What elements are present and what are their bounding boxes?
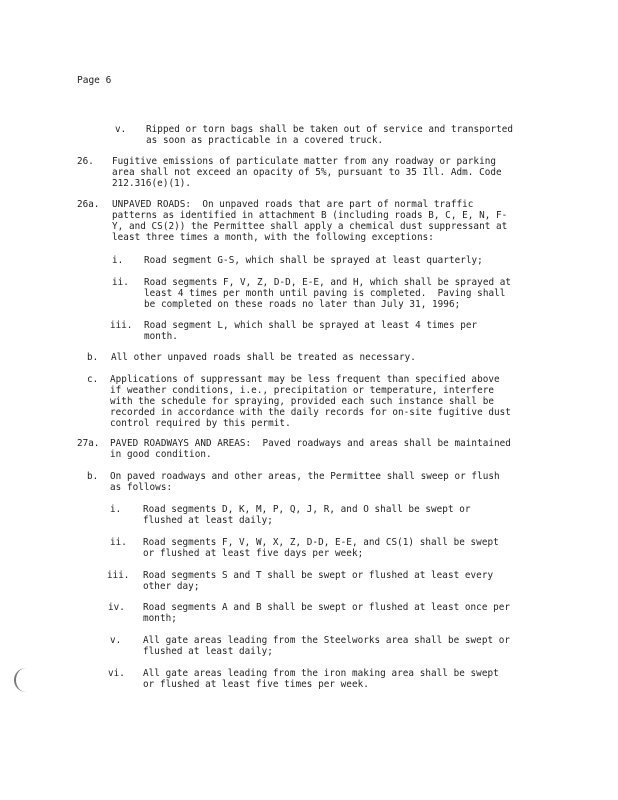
item-number: ii. xyxy=(110,537,127,548)
item-text-line: Y, and CS(2)) the Permittee shall apply a chemical dust suppressant at xyxy=(112,221,508,232)
item-number: 26a. xyxy=(77,199,100,210)
item-text-line: Road segments F, V, Z, D-D, E-E, and H, which shall be sprayed at xyxy=(144,277,512,288)
item-text-line: if weather conditions, i.e., precipitation or temperature, interfere xyxy=(110,385,495,396)
item-text-line: month. xyxy=(144,331,178,342)
scan-edge-mark xyxy=(14,668,30,692)
item-number: i. xyxy=(110,504,122,515)
item-number: v. xyxy=(110,635,122,646)
item-text-line: other day; xyxy=(143,581,200,592)
item-text-line: PAVED ROADWAYS AND AREAS: Paved roadways and areas shall be maintained xyxy=(110,438,511,449)
item-text-line: Road segments S and T shall be swept or flushed at least every xyxy=(143,570,494,581)
item-number: iii. xyxy=(107,570,130,581)
item-number: iv. xyxy=(108,602,125,613)
item-text-line: as follows: xyxy=(110,482,173,493)
item-text-line: least 4 times per month until paving is completed. Paving shall xyxy=(144,288,506,299)
item-text-line: or flushed at least five days per week; xyxy=(143,548,364,559)
item-text-line: Ripped or torn bags shall be taken out of service and transported xyxy=(146,124,514,135)
item-text-line: On paved roadways and other areas, the Permittee shall sweep or flush xyxy=(110,471,500,482)
item-number: b. xyxy=(87,471,99,482)
item-text-line: Road segment G-S, which shall be sprayed at least quarterly; xyxy=(144,255,483,266)
item-text-line: flushed at least daily; xyxy=(143,646,273,657)
item-text-line: Fugitive emissions of particulate matter from any roadway or parking xyxy=(112,156,497,167)
item-number: i. xyxy=(112,255,124,266)
item-text-line: UNPAVED ROADS: On unpaved roads that are part of normal traffic xyxy=(112,199,474,210)
item-text-line: Applications of suppressant may be less frequent than specified above xyxy=(110,374,500,385)
item-text-line: with the schedule for spraying, provided each such instance shall be xyxy=(110,396,495,407)
page-number: Page 6 xyxy=(77,75,112,86)
item-text-line: month; xyxy=(143,613,177,624)
item-number: iii. xyxy=(110,320,133,331)
item-text-line: All gate areas leading from the iron making area shall be swept xyxy=(143,668,499,679)
item-text-line: as soon as practicable in a covered truck. xyxy=(146,135,384,146)
item-number: 27a. xyxy=(77,438,100,449)
item-text-line: Road segments A and B shall be swept or flushed at least once per xyxy=(143,602,511,613)
item-number: ii. xyxy=(112,277,129,288)
item-text-line: All other unpaved roads shall be treated as necessary. xyxy=(111,352,416,363)
item-number: c. xyxy=(87,374,99,385)
item-number: v. xyxy=(115,124,127,135)
item-text-line: Road segments D, K, M, P, Q, J, R, and O shall be swept or xyxy=(143,504,471,515)
item-text-line: or flushed at least five times per week. xyxy=(143,679,369,690)
item-text-line: Road segments F, V, W, X, Z, D-D, E-E, and CS(1) shall be swept xyxy=(143,537,499,548)
item-text-line: be completed on these roads no later than July 31, 1996; xyxy=(144,299,461,310)
item-text-line: patterns as identified in attachment B (including roads B, C, E, N, F- xyxy=(112,210,508,221)
item-number: 26. xyxy=(77,156,94,167)
item-text-line: area shall not exceed an opacity of 5%, pursuant to 35 Ill. Adm. Code xyxy=(112,167,502,178)
item-text-line: in good condition. xyxy=(110,449,212,460)
item-text-line: 212.316(e)(1). xyxy=(112,178,192,189)
item-text-line: Road segment L, which shall be sprayed at least 4 times per xyxy=(144,320,478,331)
item-text-line: control required by this permit. xyxy=(110,418,291,429)
item-number: vi. xyxy=(108,668,125,679)
item-text-line: flushed at least daily; xyxy=(143,515,273,526)
item-text-line: recorded in accordance with the daily records for on-site fugitive dust xyxy=(110,407,511,418)
item-text-line: least three times a month, with the following exceptions: xyxy=(112,232,434,243)
item-text-line: All gate areas leading from the Steelworks area shall be swept or xyxy=(143,635,511,646)
item-number: b. xyxy=(87,352,99,363)
